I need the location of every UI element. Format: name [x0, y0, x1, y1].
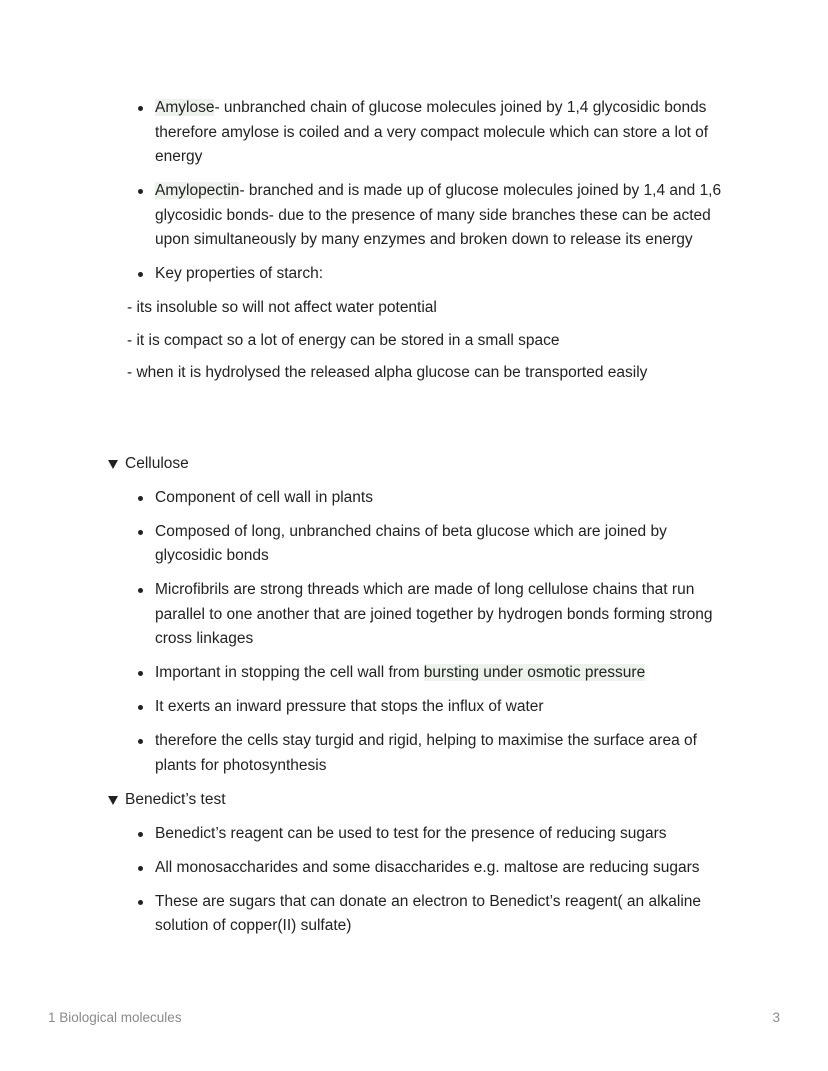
- cellulose-section: [0, 452, 828, 788]
- property-line: - its insoluble so will not affect water potential: [127, 299, 437, 316]
- footer-section-title: 1 Biological molecules: [48, 1010, 182, 1025]
- bullet-dot-icon: [138, 705, 143, 710]
- bullet-dot-icon: [138, 900, 143, 905]
- starch-bullet-list: [0, 96, 828, 287]
- list-item-text: Composed of long, unbranched chains of beta glucose which are joined by glycosidic bonds: [155, 522, 667, 564]
- list-item-text: All monosaccharides and some disaccharides e.g. maltose are reducing sugars: [155, 858, 700, 876]
- list-item: [0, 729, 828, 778]
- bullet-dot-icon: [138, 588, 143, 593]
- benedicts-bullet-list: [0, 822, 828, 939]
- toggle-triangle-down-icon[interactable]: [108, 796, 118, 805]
- bullet-dot-icon: [138, 739, 143, 744]
- bullet-dot-icon: [138, 106, 143, 111]
- list-item: [0, 486, 828, 511]
- property-line: - when it is hydrolysed the released alpha glucose can be transported easily: [127, 364, 648, 381]
- benedicts-heading: Benedict’s test: [125, 791, 226, 808]
- term-amylose: Amylose: [155, 99, 215, 116]
- starch-properties: [0, 296, 828, 385]
- list-item-text: Benedict’s reagent can be used to test for the presence of reducing sugars: [155, 824, 667, 842]
- list-item: [0, 578, 828, 652]
- bullet-dot-icon: [138, 272, 143, 277]
- list-item-text: Important in stopping the cell wall from: [155, 664, 424, 681]
- benedicts-toggle[interactable]: [0, 788, 828, 812]
- list-item-text: Component of cell wall in plants: [155, 488, 373, 506]
- amylopectin-description: - branched and is made up of glucose molecules joined by 1,4 and 1,6 glycosidic bonds- due to the presence of many side branches these can be acted upon simultaneously by many enzymes and broken down to release its energy: [155, 182, 722, 248]
- bullet-dot-icon: [138, 671, 143, 676]
- list-item-amylopectin: [0, 179, 828, 253]
- list-item: [0, 890, 828, 939]
- list-item: [0, 856, 828, 881]
- property-line: - it is compact so a lot of energy can be stored in a small space: [127, 331, 560, 349]
- list-item: [0, 520, 828, 569]
- bullet-dot-icon: [138, 866, 143, 871]
- list-item-key-properties: [0, 262, 828, 287]
- highlighted-phrase: bursting under osmotic pressure: [423, 664, 646, 681]
- list-item-text: It exerts an inward pressure that stops the influx of water: [155, 698, 544, 715]
- cellulose-toggle[interactable]: [0, 452, 828, 476]
- amylose-description: - unbranched chain of glucose molecules joined by 1,4 glycosidic bonds therefore amylose is coiled and a very compact molecule which can store a lot of energy: [155, 99, 709, 165]
- list-item: [0, 695, 828, 720]
- list-item-text: therefore the cells stay turgid and rigid, helping to maximise the surface area of plants for photosynthesis: [155, 732, 697, 774]
- cellulose-heading: Cellulose: [125, 455, 189, 472]
- bullet-dot-icon: [138, 496, 143, 501]
- term-amylopectin: Amylopectin: [155, 182, 240, 199]
- list-item-text: Microfibrils are strong threads which are made of long cellulose chains that run parallel to one another that are joined together by hydrogen bonds forming strong cross linkages: [155, 581, 713, 647]
- bullet-dot-icon: [138, 832, 143, 837]
- list-item: [0, 822, 828, 847]
- starch-section: [0, 96, 828, 394]
- key-properties-label: Key properties of starch:: [155, 265, 323, 282]
- footer-page-number: 3: [772, 1010, 780, 1025]
- list-item-amylose: [0, 96, 828, 170]
- list-item-text: These are sugars that can donate an electron to Benedict’s reagent( an alkaline solution of copper(II) sulfate): [155, 892, 702, 934]
- bullet-dot-icon: [138, 530, 143, 535]
- toggle-triangle-down-icon[interactable]: [108, 460, 118, 469]
- benedicts-section: [0, 788, 828, 948]
- cellulose-bullet-list: [0, 486, 828, 779]
- list-item: [0, 661, 828, 686]
- bullet-dot-icon: [138, 189, 143, 194]
